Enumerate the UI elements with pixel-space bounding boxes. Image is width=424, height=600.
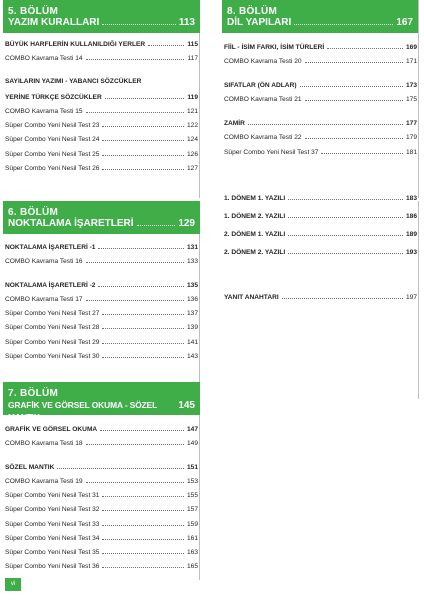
leader-dots — [288, 199, 403, 200]
entry-page: 126 — [186, 150, 198, 158]
toc-entry[interactable] — [5, 503, 198, 517]
entry-title: YERİNE TÜRKÇE SÖZCÜKLER — [5, 94, 102, 102]
toc-entry[interactable] — [224, 246, 417, 260]
entry-title: 2. DÖNEM 1. YAZILI — [224, 231, 286, 239]
toc-entry[interactable] — [5, 518, 198, 532]
toc-entry[interactable] — [5, 560, 198, 574]
toc-entry[interactable] — [224, 210, 417, 224]
section-5-entries — [5, 38, 198, 176]
section-6-entries — [5, 241, 198, 364]
entry-title: YANIT ANAHTARI — [224, 294, 279, 302]
entry-page: 136 — [186, 296, 198, 304]
leader-dots — [86, 59, 185, 60]
toc-entry[interactable] — [5, 532, 198, 546]
entry-page: 151 — [186, 464, 198, 472]
entry-page: 131 — [186, 244, 198, 251]
leader-dots — [102, 510, 184, 511]
leader-dots — [98, 286, 184, 287]
entry-page: 119 — [187, 94, 198, 102]
section-6-banner — [3, 201, 200, 234]
entry-page: 149 — [186, 440, 198, 448]
entry-page: 157 — [186, 506, 198, 514]
leader-dots — [137, 225, 176, 226]
toc-entry[interactable] — [5, 279, 198, 293]
entry-title: 2. DÖNEM 2. YAZILI — [224, 249, 286, 257]
toc-entry[interactable] — [5, 162, 198, 176]
toc-entry[interactable] — [224, 41, 417, 55]
leader-dots — [288, 217, 403, 218]
exams-section — [222, 195, 419, 399]
entry-title: COMBO Kavrama Testi 14 — [5, 55, 83, 63]
section-7-banner — [3, 382, 200, 422]
section-7-subtitle: GRAFİK VE GÖRSEL OKUMA - SÖZEL MANTIK — [8, 400, 158, 422]
toc-entry[interactable] — [5, 350, 198, 364]
entry-title: COMBO Kavrama Testi 15 — [5, 108, 83, 116]
leader-dots — [305, 138, 403, 139]
leader-dots — [327, 48, 403, 49]
entry-page: 117 — [187, 55, 198, 63]
toc-entry[interactable] — [5, 52, 198, 66]
toc-entry[interactable] — [5, 437, 198, 451]
leader-dots — [305, 100, 403, 101]
entry-title: SÖZEL MANTIK — [5, 464, 55, 472]
entry-title: Süper Combo Yeni Nesil Test 28 — [5, 324, 100, 332]
entry-title: ZAMİR — [224, 120, 245, 128]
entry-page: 153 — [186, 478, 198, 486]
section-8-subtitle: DİL YAPILARI — [227, 17, 292, 28]
leader-dots — [86, 112, 184, 113]
toc-entry[interactable] — [224, 131, 417, 145]
toc-entry[interactable] — [224, 93, 417, 107]
entry-title: COMBO Kavrama Testi 21 — [224, 96, 302, 104]
toc-entry[interactable] — [224, 55, 417, 69]
entry-title: Süper Combo Yeni Nesil Test 24 — [5, 136, 100, 144]
leader-dots — [102, 24, 176, 25]
entry-title: Süper Combo Yeni Nesil Test 35 — [5, 548, 100, 556]
toc-entry[interactable] — [224, 79, 417, 93]
toc-entry[interactable] — [224, 117, 417, 131]
leader-dots — [288, 235, 403, 236]
entry-title: 1. DÖNEM 1. YAZILI — [224, 195, 286, 202]
toc-entry[interactable] — [5, 241, 198, 255]
toc-entry[interactable] — [5, 321, 198, 335]
toc-entry[interactable] — [5, 307, 198, 321]
toc-entry[interactable] — [5, 38, 198, 52]
entry-title: GRAFİK VE GÖRSEL OKUMA — [5, 426, 98, 433]
leader-dots — [86, 482, 184, 483]
section-7-entries — [5, 423, 198, 574]
toc-entry[interactable] — [224, 192, 417, 206]
entry-page: 183 — [405, 195, 417, 202]
entry-page: 124 — [186, 136, 198, 144]
leader-dots — [86, 262, 184, 263]
entry-page: 181 — [405, 148, 417, 156]
entry-page: 177 — [405, 120, 417, 128]
entry-title: NOKTALAMA İŞARETLERİ -2 — [5, 282, 96, 290]
leader-dots — [102, 155, 184, 156]
toc-entry[interactable] — [5, 133, 198, 147]
entry-page: 165 — [186, 562, 198, 570]
leader-dots — [102, 539, 184, 540]
entry-title: Süper Combo Yeni Nesil Test 34 — [5, 534, 100, 542]
leader-dots — [102, 126, 184, 127]
entry-title: COMBO Kavrama Testi 22 — [224, 134, 302, 142]
entry-page: 143 — [186, 352, 198, 360]
toc-entry[interactable] — [5, 336, 198, 350]
leader-dots — [86, 300, 184, 301]
section-6-subtitle: NOKTALAMA İŞARETLERİ — [8, 218, 134, 229]
section-7 — [3, 382, 200, 580]
entry-page: 159 — [186, 520, 198, 528]
leader-dots — [300, 86, 403, 87]
entry-title: Süper Combo Yeni Nesil Test 31 — [5, 492, 100, 500]
toc-block-3 — [0, 382, 424, 580]
entry-title: Süper Combo Yeni Nesil Test 26 — [5, 164, 100, 172]
entry-title: COMBO Kavrama Testi 20 — [224, 58, 302, 66]
leader-dots — [105, 98, 185, 99]
leader-dots — [102, 140, 184, 141]
leader-dots — [102, 496, 184, 497]
entry-title: 1. DÖNEM 2. YAZILI — [224, 213, 286, 221]
entry-page: 189 — [405, 231, 417, 239]
entry-title: Süper Combo Yeni Nesil Test 27 — [5, 310, 100, 318]
exams-entries — [224, 192, 417, 305]
entry-page: 127 — [186, 164, 198, 172]
section-6 — [3, 201, 200, 399]
toc-block-2 — [0, 195, 424, 399]
section-6-title: 6. BÖLÜM — [8, 207, 59, 218]
toc-block-1 — [0, 0, 424, 198]
leader-dots — [86, 444, 184, 445]
entry-page: 171 — [405, 58, 417, 66]
entry-page: 141 — [186, 338, 198, 346]
entry-title: Süper Combo Yeni Nesil Test 30 — [5, 352, 100, 360]
leader-dots — [282, 298, 403, 299]
entry-page: 147 — [186, 426, 198, 433]
leader-dots — [248, 124, 403, 125]
section-5-banner — [3, 0, 200, 33]
leader-dots — [102, 328, 184, 329]
entry-page: 173 — [405, 82, 417, 90]
entry-page: 155 — [186, 492, 198, 500]
entry-title: NOKTALAMA İŞARETLERİ -1 — [5, 244, 96, 251]
section-5-title: 5. BÖLÜM — [8, 6, 59, 17]
leader-dots — [102, 525, 184, 526]
toc-entry[interactable] — [5, 255, 198, 269]
entry-title: SIFATLAR (ÖN ADLAR) — [224, 82, 297, 90]
entry-page: 169 — [405, 44, 417, 51]
entry-title: Süper Combo Yeni Nesil Test 29 — [5, 338, 100, 346]
leader-dots — [305, 62, 403, 63]
entry-page: 133 — [186, 258, 198, 266]
entry-page: 197 — [405, 294, 417, 302]
entry-page: 186 — [405, 213, 417, 221]
leader-dots — [102, 343, 184, 344]
toc-entry[interactable] — [224, 228, 417, 242]
leader-dots — [321, 153, 403, 154]
toc-entry[interactable] — [5, 148, 198, 162]
entry-title: Süper Combo Yeni Nesil Test 25 — [5, 150, 100, 158]
entry-title: COMBO Kavrama Testi 18 — [5, 440, 83, 448]
toc-entry[interactable] — [5, 91, 198, 105]
toc-entry-heading — [5, 76, 198, 87]
toc-entry[interactable] — [5, 489, 198, 503]
leader-dots — [98, 248, 184, 249]
toc-entry[interactable] — [224, 146, 417, 160]
toc-entry[interactable] — [5, 119, 198, 133]
toc-entry[interactable] — [5, 475, 198, 489]
entry-page: 137 — [186, 310, 198, 318]
leader-dots — [288, 253, 403, 254]
leader-dots — [294, 24, 393, 25]
toc-entry[interactable] — [224, 291, 417, 305]
entry-title: FİİL - İSİM FARKI, İSİM TÜRLERİ — [224, 44, 325, 51]
entry-title: BÜYÜK HARFLERİN KULLANILDIĞI YERLER — [5, 41, 146, 48]
entry-title: COMBO Kavrama Testi 16 — [5, 258, 83, 266]
entry-title: COMBO Kavrama Testi 19 — [5, 478, 83, 486]
toc-entry[interactable] — [5, 423, 198, 437]
entry-page: 179 — [405, 134, 417, 142]
entry-title: Süper Combo Yeni Nesil Test 23 — [5, 122, 100, 130]
entry-page: 193 — [405, 249, 417, 257]
entry-page: 122 — [186, 122, 198, 130]
section-8-title: 8. BÖLÜM — [227, 6, 278, 17]
section-7-title: 7. BÖLÜM — [8, 388, 59, 399]
page-number: vi — [5, 578, 21, 591]
entry-page: 121 — [186, 108, 198, 116]
entry-title: Süper Combo Yeni Nesil Test 33 — [5, 520, 100, 528]
section-8-entries — [224, 41, 417, 160]
leader-dots — [102, 357, 184, 358]
entry-title: Süper Combo Yeni Nesil Test 32 — [5, 506, 100, 514]
leader-dots — [57, 468, 184, 469]
section-8 — [222, 0, 419, 198]
entry-page: 163 — [186, 548, 198, 556]
toc-entry[interactable] — [5, 546, 198, 560]
leader-dots — [100, 430, 184, 431]
entry-title: Süper Combo Yeni Nesil Test 36 — [5, 562, 100, 570]
section-5-page: 113 — [178, 17, 195, 28]
section-8-banner — [222, 0, 418, 33]
leader-dots — [102, 553, 184, 554]
section-5 — [3, 0, 200, 198]
leader-dots — [148, 45, 184, 46]
entry-page: 161 — [186, 534, 198, 542]
leader-dots — [102, 314, 184, 315]
entry-page: 115 — [187, 41, 198, 48]
entry-title: COMBO Kavrama Testi 17 — [5, 296, 83, 304]
leader-dots — [102, 567, 184, 568]
entry-title: SAYILARIN YAZIMI - YABANCI SÖZCÜKLER — [5, 78, 142, 86]
section-6-page: 129 — [178, 218, 195, 229]
entry-page: 175 — [405, 96, 417, 104]
entry-title: Süper Combo Yeni Nesil Test 37 — [224, 148, 319, 156]
toc-entry[interactable] — [5, 293, 198, 307]
section-5-subtitle: YAZIM KURALLARI — [8, 17, 100, 28]
toc-entry[interactable] — [5, 105, 198, 119]
section-7-page: 145 — [178, 400, 195, 411]
leader-dots — [102, 169, 184, 170]
section-8-page: 167 — [396, 17, 413, 28]
entry-page: 139 — [186, 324, 198, 332]
toc-entry[interactable] — [5, 461, 198, 475]
entry-page: 135 — [186, 282, 198, 290]
